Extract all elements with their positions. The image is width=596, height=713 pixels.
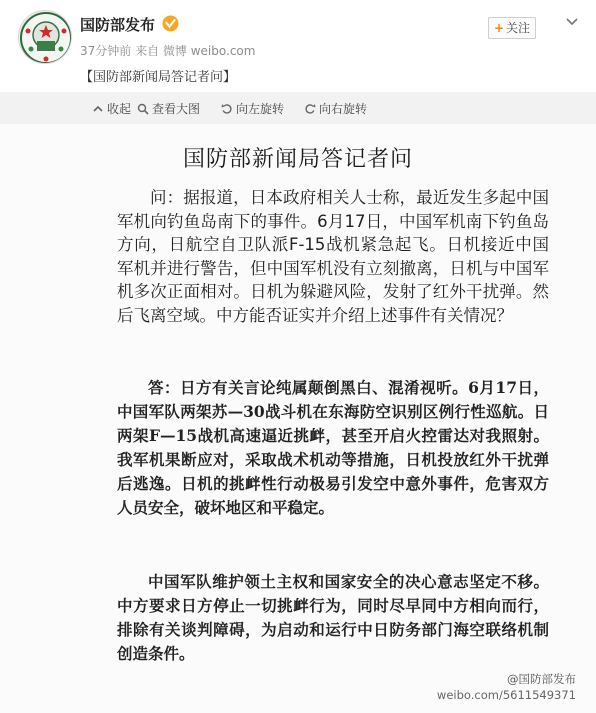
avatar[interactable]: [18, 10, 72, 64]
article-title: 国防部新闻局答记者问: [182, 147, 413, 172]
collapse-label: 收起: [107, 102, 132, 116]
rotate-left-button[interactable]: [221, 100, 284, 117]
post-source[interactable]: 来自 微博 weibo.com: [135, 44, 256, 58]
post-headline: 【国防部新闻局答记者问】: [80, 70, 237, 85]
watermark-handle: @国防部发布: [507, 672, 576, 686]
collapse-button[interactable]: [92, 100, 131, 117]
rotate-right-label: 向右旋转: [319, 102, 368, 116]
image-toolbar: [0, 92, 596, 124]
answer-paragraph: 答：日方有关言论纯属颠倒黑白、混淆视听。6月17日，中国军队两架苏—30战斗机在东海防空识别区例行性巡航。日两架F—15战机高速逼近挑衅，甚至开启火控雷达对我照射。我军机果断应对，采取战术机动等措施，日机投放红外干扰弹后逃逸。日机的挑衅性行动极易引发空中意外事件，危害双方人员安全，破坏地区和平稳定。: [117, 378, 549, 517]
follow-button[interactable]: [488, 17, 536, 39]
view-large-label: 查看大图: [152, 102, 201, 116]
verified-icon: [162, 15, 179, 32]
follow-label: 关注: [506, 21, 531, 35]
watermark: [437, 671, 576, 703]
post-time[interactable]: 37分钟前: [80, 44, 132, 58]
rotate-left-label: 向左旋转: [236, 102, 285, 116]
zoom-icon: [137, 103, 149, 115]
rotate-right-button[interactable]: [304, 100, 367, 117]
rotate-right-icon: [304, 103, 316, 115]
author-name[interactable]: 国防部发布: [80, 16, 156, 34]
view-large-button[interactable]: [137, 100, 200, 117]
closing-paragraph: 中国军队维护领土主权和国家安全的决心意志坚定不移。中方要求日方停止一切挑衅行为，同时尽早同中方相向而行，排除有关谈判障碍，为启动和运行中日防务部门海空联络机制创造条件。: [117, 572, 549, 663]
collapse-icon: [92, 103, 104, 115]
chevron-down-icon[interactable]: [565, 14, 579, 28]
question-paragraph: 问：据报道，日本政府相关人士称，最近发生多起中国军机向钓鱼岛南下的事件。6月17日，中国军机南下钓鱼岛方向，日航空自卫队派F-15战机紧急起飞。日机接近中国军机并进行警告，但中国军机没有立刻撤离，日机与中国军机多次正面相对。日机为躲避风险，发射了红外干扰弹。然后飞离空域。中方能否证实并介绍上述事件有关情况？: [117, 188, 549, 325]
plus-icon: +: [493, 21, 505, 35]
article-image[interactable]: [0, 124, 596, 713]
post-header: [0, 0, 596, 92]
watermark-url: weibo.com/5611549371: [436, 688, 576, 702]
post-meta: [80, 42, 255, 59]
rotate-left-icon: [221, 103, 233, 115]
